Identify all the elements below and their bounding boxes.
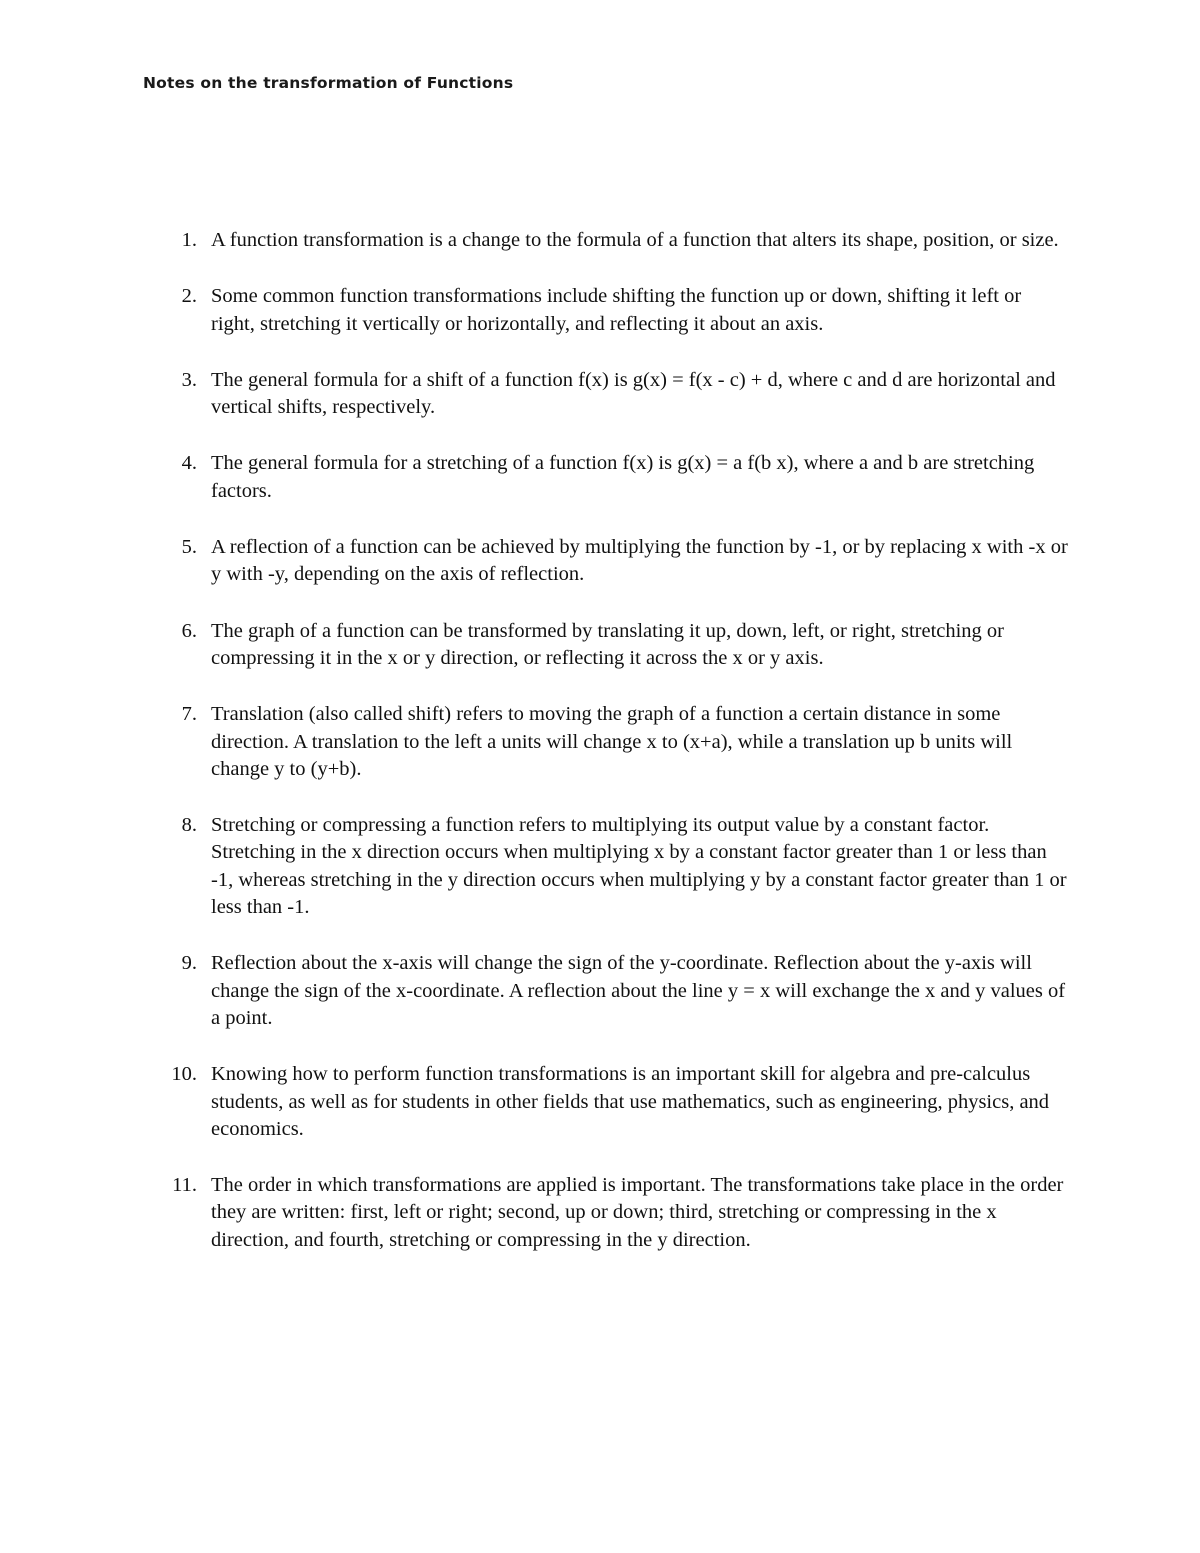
note-number: 2. <box>181 285 197 308</box>
note-item-6 <box>0 618 1200 673</box>
note-item-11 <box>0 1172 1200 1254</box>
note-text: A reflection of a function can be achieved by multiplying the function by -1, or by replacing x with -x or y with -y, depending on the axis of reflection. <box>211 536 1068 586</box>
document-title: Notes on the transformation of Functions <box>143 74 514 92</box>
note-item-4 <box>0 450 1200 505</box>
note-number: 11. <box>172 1174 197 1197</box>
note-item-10 <box>0 1061 1200 1143</box>
note-text: The order in which transformations are applied is important. The transformations take place in the order they are written: first, left or right; second, up or down; third, stretching or compressing in the x direction, and fourth, stretching or compressing in the y direction. <box>211 1174 1064 1251</box>
note-number: 8. <box>181 814 197 837</box>
note-text: A function transformation is a change to the formula of a function that alters its shape, position, or size. <box>211 229 1059 251</box>
note-number: 10. <box>171 1063 197 1086</box>
note-number: 3. <box>181 368 197 391</box>
note-number: 6. <box>181 619 197 642</box>
note-number: 9. <box>181 952 197 975</box>
note-item-2 <box>0 283 1200 338</box>
note-item-1 <box>0 227 1200 254</box>
note-number: 5. <box>181 536 197 559</box>
notes-list <box>0 227 1200 1283</box>
note-item-7 <box>0 701 1200 783</box>
note-text: The graph of a function can be transformed by translating it up, down, left, or right, stretching or compressing it in the x or y direction, or reflecting it across the x or y axis. <box>211 619 1005 669</box>
note-item-9 <box>0 950 1200 1032</box>
note-item-8 <box>0 812 1200 921</box>
note-text: Reflection about the x-axis will change the sign of the y-coordinate. Reflection about the y-axis will change the sign of the x-coordinate. A reflection about the line y = x will exchange the x and y values of a point. <box>211 952 1066 1029</box>
note-text: The general formula for a stretching of a function f(x) is g(x) = a f(b x), where a and b are stretching factors. <box>211 452 1035 502</box>
note-text: Translation (also called shift) refers to moving the graph of a function a certain distance in some direction. A translation to the left a units will change x to (x+a), while a translation up b units will change y to (y+b). <box>211 703 1013 780</box>
note-number: 1. <box>181 229 197 251</box>
note-text: Some common function transformations include shifting the function up or down, shifting it left or right, stretching it vertically or horizontally, and reflecting it about an axis. <box>211 285 1022 335</box>
note-number: 4. <box>181 452 197 475</box>
note-item-3 <box>0 367 1200 422</box>
note-item-5 <box>0 534 1200 589</box>
note-text: Knowing how to perform function transformations is an important skill for algebra and pre-calculus students, as well as for students in other fields that use mathematics, such as engineering, physics, and economics. <box>211 1063 1050 1140</box>
note-text: The general formula for a shift of a function f(x) is g(x) = f(x - c) + d, where c and d are horizontal and vertical shifts, respectively. <box>211 368 1056 419</box>
note-number: 7. <box>181 703 197 726</box>
note-text: Stretching or compressing a function refers to multiplying its output value by a constant factor. Stretching in the x direction occurs when multiplying x by a constant factor greater than 1 or less than -1, whereas stretching in the y direction occurs when multiplying y by a constant factor greater than 1 or less than -1. <box>211 814 1067 919</box>
